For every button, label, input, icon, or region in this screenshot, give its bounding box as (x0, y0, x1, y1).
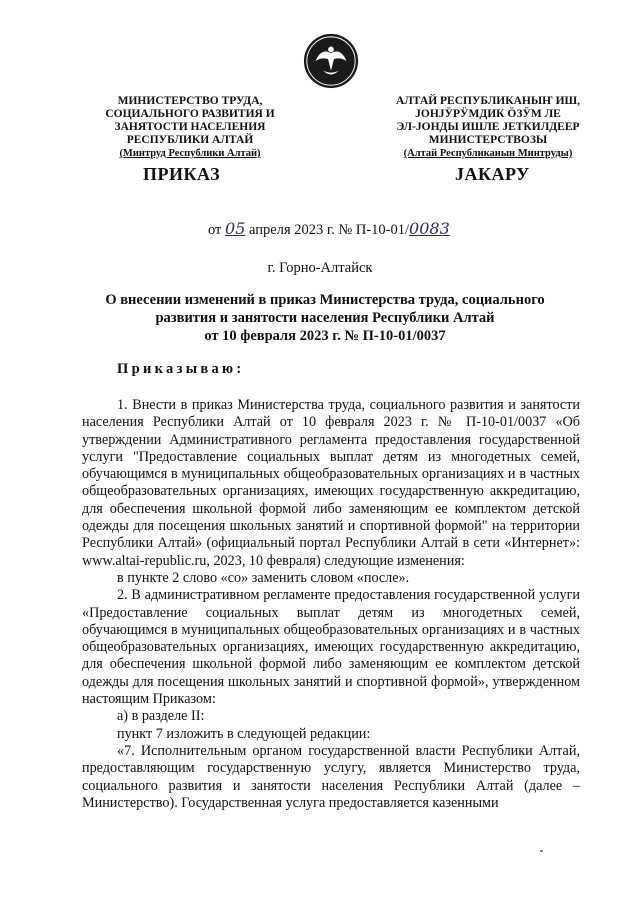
city: г. Горно-Алтайск (267, 260, 373, 276)
handwritten-number: 0083 (409, 219, 450, 238)
paragraph: а) в разделе II: (117, 708, 205, 725)
paragraph: «7. Исполнительным органом государственной власти Республики Алтай, предоставляющим государственную услугу, является Министерство труда, социального развития и занятости населения Республики Алтай (далее – Министерство). Государственная услуга предоставляется казенными (82, 742, 580, 811)
doc-type-ru: ПРИКАЗ (143, 164, 221, 184)
document-subject (80, 291, 570, 345)
ministry-name-altai (388, 95, 588, 160)
subject-line: развития и занятости населения Республики Алтай (155, 310, 495, 326)
ministry-name-line: РЕСПУБЛИКИ АЛТАЙ (126, 134, 254, 146)
paragraph: пункт 7 изложить в следующей редакции: (117, 725, 371, 742)
doc-type-altai: ЈАКАРУ (455, 164, 530, 184)
republic-emblem-icon (302, 32, 360, 90)
date-middle: апреля 2023 г. № П-10-01/ (249, 222, 410, 238)
ministry-name-line: АЛТАЙ РЕСПУБЛИКАНЫҤ ИШ, (395, 95, 581, 107)
paragraph: 1. Внести в приказ Министерства труда, социального развития и занятости населения Республики Алтай от 10 февраля 2023 г. № П-10-01/0037 «Об утверждении Административного регламента предоставления государственной услуги "Предоставление социальных выплат детям из многодетных семей, обучающимся в муниципальных общеобразовательных организациях и в частных общеобразовательных организациях, имеющих государственную аккредитацию, для обеспечения школьной формой либо заменяющим ее комплектом детской одежды для посещения школьных занятий и спортивной формой" на территории Республики Алтай» (официальный портал Республики Алтай в сети «Интернет»: www.altai-republic.ru, 2023, 10 февраля) следующие изменения: (82, 397, 580, 569)
paragraph: 2. В административном регламенте предоставления государственной услуги «Предоставление социальных выплат детям из многодетных семей, обучающимся в муниципальных общеобразовательных организациях и в частных общеобразовательных организациях, имеющих государственную аккредитацию, для обеспечения школьной формой либо заменяющим ее комплектом детской одежды для посещения школьных занятий и спортивной формой», утвержденном настоящим Приказом: (82, 587, 580, 708)
date-prefix: от (208, 222, 222, 238)
document-body (82, 397, 580, 812)
ministry-short-name: (Минтруд Республики Алтай) (119, 148, 261, 159)
ministry-name-ru (90, 95, 290, 160)
ministry-name-line: ЗАНЯТОСТИ НАСЕЛЕНИЯ (114, 121, 266, 133)
ministry-name-line: ЭЛ-ЈОНДЫ ИШЛЕ ЈЕТКИЛДЕЕР (396, 121, 580, 133)
scan-speck (540, 850, 543, 852)
ministry-short-name: (Алтай Республиканын Минтруды) (403, 148, 573, 159)
date-line (208, 219, 450, 239)
ministry-name-line: СОЦИАЛЬНОГО РАЗВИТИЯ И (105, 108, 275, 120)
ministry-name-line: МИНИСТЕРСТВО ТРУДА, (117, 95, 263, 107)
subject-line: О внесении изменений в приказ Министерства труда, социального (105, 292, 545, 308)
ministry-name-line: МИНИСТЕРСТВОЗЫ (428, 134, 548, 146)
handwritten-day: 05 (225, 219, 246, 238)
subject-line: от 10 февраля 2023 г. № П-10-01/0037 (204, 328, 446, 344)
ministry-name-line: ЈОНЈӰРӰМДИК ӦЗӰМ ЛЕ (415, 108, 561, 120)
order-word: Приказываю: (117, 361, 245, 377)
paragraph: в пункте 2 слово «со» заменить словом «после». (117, 569, 410, 586)
